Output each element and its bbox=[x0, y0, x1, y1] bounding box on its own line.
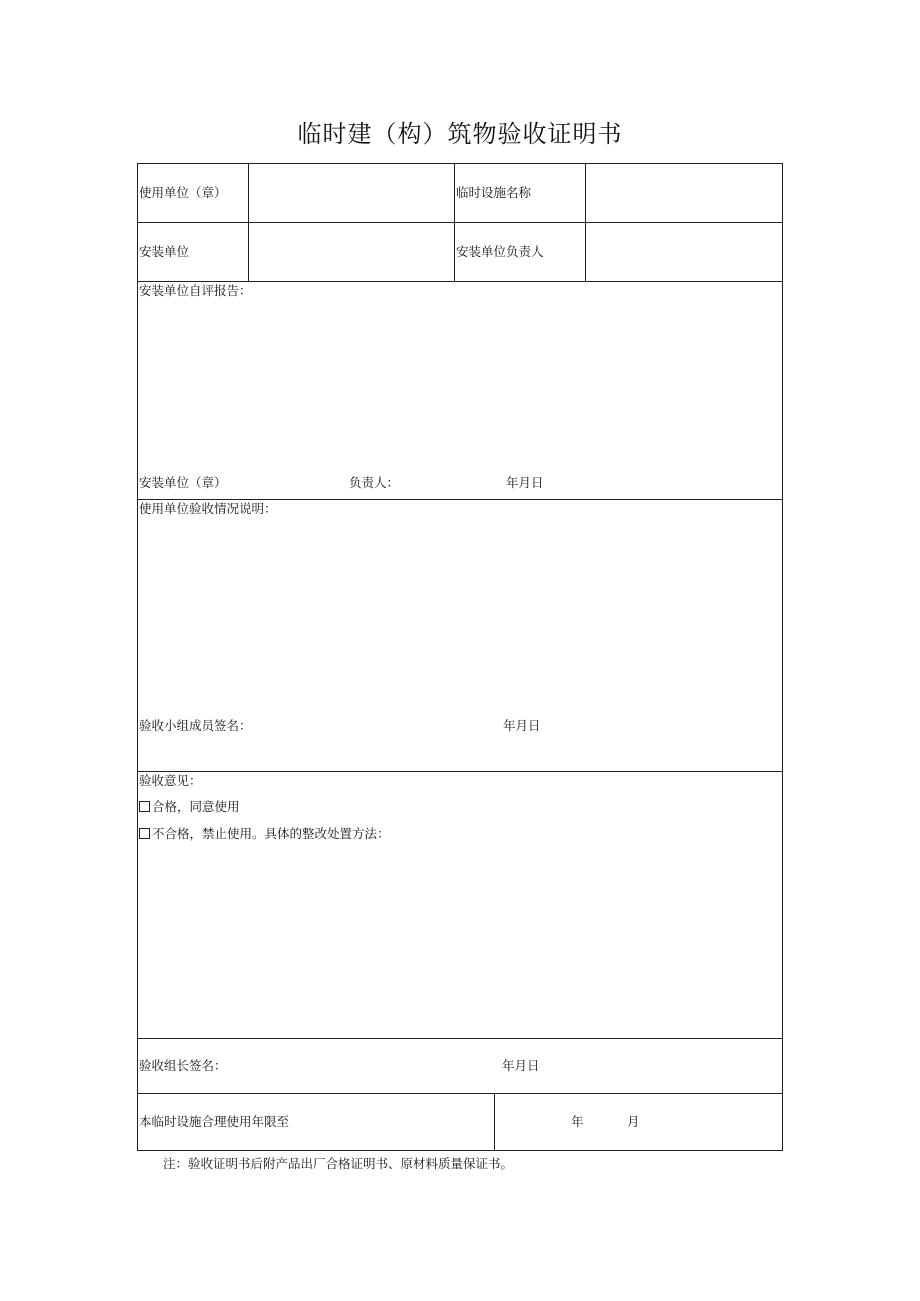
row-divider-1 bbox=[137, 222, 783, 223]
col-divider-1 bbox=[248, 163, 249, 281]
col-divider-3 bbox=[585, 163, 586, 281]
self-eval-unit-seal-label: 安装单位（章） bbox=[139, 475, 227, 490]
acceptance-form bbox=[137, 163, 783, 1151]
usage-period-month-label: 月 bbox=[627, 1114, 640, 1129]
option-pass-label: 合格，同意使用 bbox=[152, 799, 240, 814]
form-border-right bbox=[782, 163, 783, 1151]
option-fail-label: 不合格，禁止使用。具体的整改处置方法： bbox=[152, 826, 390, 841]
row-divider-6 bbox=[137, 1093, 783, 1094]
footer-note: 注：验收证明书后附产品出厂合格证明书、原材料质量保证书。 bbox=[163, 1156, 514, 1171]
leader-signature-label: 验收组长签名： bbox=[139, 1058, 227, 1073]
self-eval-manager-label: 负责人： bbox=[349, 475, 400, 490]
row-divider-5 bbox=[137, 1038, 783, 1039]
self-eval-heading: 安装单位自评报告： bbox=[139, 283, 252, 298]
install-manager-label: 安装单位负责人 bbox=[456, 244, 544, 259]
leader-signature-date-label: 年月日 bbox=[502, 1058, 540, 1073]
option-pass bbox=[139, 799, 240, 815]
option-fail bbox=[139, 826, 390, 842]
row-divider-3 bbox=[137, 499, 783, 500]
col-divider-usage bbox=[494, 1093, 495, 1151]
opinion-heading: 验收意见： bbox=[139, 773, 202, 788]
facility-name-label: 临时设施名称 bbox=[456, 185, 532, 200]
self-eval-date-label: 年月日 bbox=[506, 475, 544, 490]
pass-checkbox[interactable] bbox=[139, 801, 150, 812]
row-divider-2 bbox=[137, 281, 783, 282]
team-signature-date-label: 年月日 bbox=[503, 718, 541, 733]
usage-period-year-label: 年 bbox=[571, 1114, 584, 1129]
col-divider-2 bbox=[454, 163, 455, 281]
user-unit-label: 使用单位（章） bbox=[139, 185, 227, 200]
row-divider-4 bbox=[137, 771, 783, 772]
page-title: 临时建（构）筑物验收证明书 bbox=[297, 120, 623, 148]
form-border-left bbox=[137, 163, 138, 1151]
form-border-bottom bbox=[137, 1150, 783, 1151]
user-acceptance-heading: 使用单位验收情况说明： bbox=[139, 501, 277, 516]
team-signature-label: 验收小组成员签名： bbox=[139, 718, 252, 733]
fail-checkbox[interactable] bbox=[139, 828, 150, 839]
usage-period-label: 本临时设施合理使用年限至 bbox=[139, 1114, 290, 1129]
install-unit-label: 安装单位 bbox=[139, 244, 190, 259]
form-border-top bbox=[137, 163, 783, 164]
